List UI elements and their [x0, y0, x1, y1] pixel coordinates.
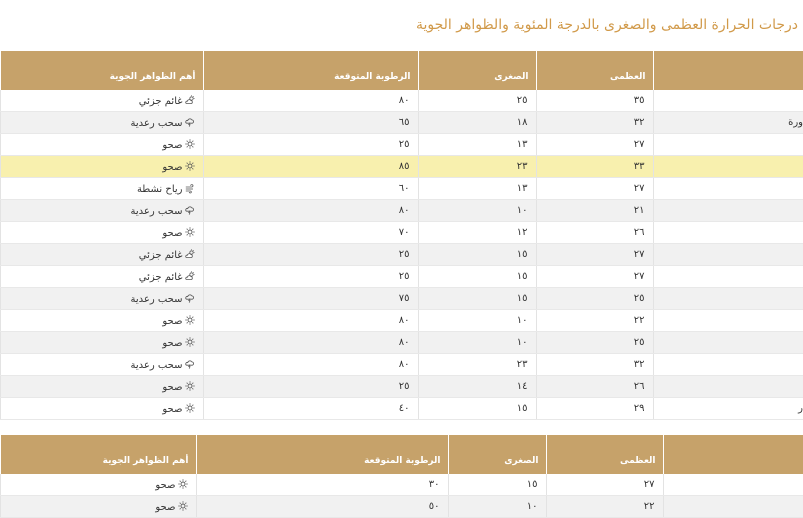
max-temp-cell: ٣٣	[536, 156, 653, 178]
header-phenomena: أهم الظواهر الجوية	[0, 435, 196, 474]
thunderstorm-icon	[183, 294, 195, 305]
min-temp-cell: ١٠	[448, 496, 546, 518]
humidity-cell: ٢٥	[203, 134, 418, 156]
min-temp-cell: ١٣	[418, 134, 536, 156]
min-temp-cell: ١٠	[418, 200, 536, 222]
min-temp-cell: ٢٥	[418, 90, 536, 112]
phenomenon-cell	[0, 112, 203, 134]
header-humidity: الرطوبة المتوقعة	[203, 51, 418, 90]
max-temp-cell: ٢٩	[536, 398, 653, 420]
max-temp-cell: ٢٧	[546, 474, 663, 496]
min-temp-cell: ١٥	[448, 474, 546, 496]
wind-icon	[183, 184, 195, 195]
city-cell: ورة	[653, 112, 803, 134]
weather-table-main	[0, 51, 803, 420]
sun-icon	[176, 480, 188, 491]
max-temp-cell: ٢٧	[536, 244, 653, 266]
humidity-cell: ٦٠	[203, 178, 418, 200]
table-row	[0, 398, 803, 420]
table-row	[0, 134, 803, 156]
table-row	[0, 354, 803, 376]
humidity-cell: ٢٥	[203, 266, 418, 288]
phenomenon-label: صحو	[155, 501, 176, 513]
phenomenon-label: رياح نشطة	[136, 183, 183, 195]
humidity-cell: ٨٠	[203, 354, 418, 376]
min-temp-cell: ٢٣	[418, 354, 536, 376]
phenomenon-cell	[0, 354, 203, 376]
phenomenon-cell	[0, 134, 203, 156]
sun-icon	[183, 162, 195, 173]
humidity-cell: ٨٠	[203, 200, 418, 222]
humidity-cell: ٨٠	[203, 310, 418, 332]
phenomenon-cell	[0, 474, 196, 496]
sun-icon	[183, 338, 195, 349]
city-cell	[653, 244, 803, 266]
table-row	[0, 332, 803, 354]
max-temp-cell: ٢٧	[536, 178, 653, 200]
phenomenon-cell	[0, 376, 203, 398]
city-cell	[653, 376, 803, 398]
humidity-cell: ٢٥	[203, 376, 418, 398]
header-min: الصغرى	[448, 435, 546, 474]
partly-cloudy-icon	[183, 96, 195, 107]
humidity-cell: ٨٠	[203, 332, 418, 354]
max-temp-cell: ٢٦	[536, 222, 653, 244]
max-temp-cell: ٣٢	[536, 112, 653, 134]
table-header-row	[0, 51, 803, 90]
thunderstorm-icon	[183, 360, 195, 371]
partly-cloudy-icon	[183, 272, 195, 283]
humidity-cell: ٢٥	[203, 244, 418, 266]
phenomenon-label: غائم جزئي	[138, 271, 183, 283]
header-city	[653, 51, 803, 90]
phenomenon-label: صحو	[162, 381, 183, 393]
min-temp-cell: ١٥	[418, 266, 536, 288]
table-row	[0, 376, 803, 398]
phenomenon-cell	[0, 156, 203, 178]
max-temp-cell: ٢٧	[536, 266, 653, 288]
table-row	[0, 222, 803, 244]
city-cell	[653, 178, 803, 200]
phenomenon-cell	[0, 200, 203, 222]
sun-icon	[183, 316, 195, 327]
table-row	[0, 496, 803, 518]
weather-table-secondary	[0, 435, 803, 518]
header-max: العظمى	[536, 51, 653, 90]
phenomenon-label: غائم جزئي	[138, 95, 183, 107]
page-title: درجات الحرارة العظمى والصغرى بالدرجة المئوية والظواهر الجوية	[415, 17, 798, 33]
phenomenon-label: سحب رعدية	[130, 205, 183, 217]
phenomenon-cell	[0, 222, 203, 244]
phenomenon-cell	[0, 332, 203, 354]
table-row	[0, 90, 803, 112]
city-cell	[653, 310, 803, 332]
phenomenon-cell	[0, 244, 203, 266]
city-cell	[653, 134, 803, 156]
partly-cloudy-icon	[183, 250, 195, 261]
humidity-cell: ٨٠	[203, 90, 418, 112]
city-cell	[653, 288, 803, 310]
min-temp-cell: ١٥	[418, 288, 536, 310]
table-header-row	[0, 435, 803, 474]
phenomenon-label: صحو	[162, 161, 183, 173]
phenomenon-cell	[0, 266, 203, 288]
city-cell	[663, 496, 803, 518]
thunderstorm-icon	[183, 206, 195, 217]
thunderstorm-icon	[183, 118, 195, 129]
sun-icon	[176, 502, 188, 513]
humidity-cell: ٣٠	[196, 474, 448, 496]
header-min: الصغرى	[418, 51, 536, 90]
phenomenon-label: صحو	[162, 403, 183, 415]
humidity-cell: ٧٠	[203, 222, 418, 244]
humidity-cell: ٦٥	[203, 112, 418, 134]
min-temp-cell: ١٥	[418, 398, 536, 420]
min-temp-cell: ١٠	[418, 332, 536, 354]
phenomenon-label: سحب رعدية	[130, 117, 183, 129]
phenomenon-label: صحو	[162, 227, 183, 239]
phenomenon-label: صحو	[162, 315, 183, 327]
table-row	[0, 200, 803, 222]
phenomenon-cell	[0, 398, 203, 420]
city-cell: ر	[653, 398, 803, 420]
phenomenon-label: صحو	[155, 479, 176, 491]
sun-icon	[183, 228, 195, 239]
max-temp-cell: ٢٢	[546, 496, 663, 518]
sun-icon	[183, 382, 195, 393]
max-temp-cell: ٢٥	[536, 332, 653, 354]
max-temp-cell: ٢٥	[536, 288, 653, 310]
header-humidity: الرطوبة المتوقعة	[196, 435, 448, 474]
min-temp-cell: ١٨	[418, 112, 536, 134]
max-temp-cell: ٢٦	[536, 376, 653, 398]
header-city	[663, 435, 803, 474]
min-temp-cell: ١٣	[418, 178, 536, 200]
min-temp-cell: ١٤	[418, 376, 536, 398]
phenomenon-label: سحب رعدية	[130, 359, 183, 371]
table-row	[0, 244, 803, 266]
phenomenon-cell	[0, 496, 196, 518]
header-max: العظمى	[546, 435, 663, 474]
city-cell	[653, 222, 803, 244]
humidity-cell: ٥٠	[196, 496, 448, 518]
min-temp-cell: ١٢	[418, 222, 536, 244]
table-row	[0, 474, 803, 496]
phenomenon-cell	[0, 90, 203, 112]
header-phenomena: أهم الظواهر الجوية	[0, 51, 203, 90]
city-cell	[653, 90, 803, 112]
phenomenon-label: سحب رعدية	[130, 293, 183, 305]
table-row	[0, 266, 803, 288]
sun-icon	[183, 140, 195, 151]
phenomenon-cell	[0, 178, 203, 200]
max-temp-cell: ٢١	[536, 200, 653, 222]
humidity-cell: ٤٠	[203, 398, 418, 420]
table-row	[0, 310, 803, 332]
min-temp-cell: ١٥	[418, 244, 536, 266]
city-cell	[653, 266, 803, 288]
humidity-cell: ٨٥	[203, 156, 418, 178]
city-cell	[653, 200, 803, 222]
max-temp-cell: ٢٢	[536, 310, 653, 332]
sun-icon	[183, 404, 195, 415]
table-row	[0, 112, 803, 134]
max-temp-cell: ٣٥	[536, 90, 653, 112]
table-row	[0, 178, 803, 200]
min-temp-cell: ١٠	[418, 310, 536, 332]
table-row	[0, 288, 803, 310]
city-cell	[653, 354, 803, 376]
city-cell	[663, 474, 803, 496]
city-cell	[653, 332, 803, 354]
city-cell	[653, 156, 803, 178]
table-row	[0, 156, 803, 178]
phenomenon-cell	[0, 288, 203, 310]
phenomenon-cell	[0, 310, 203, 332]
humidity-cell: ٧٥	[203, 288, 418, 310]
phenomenon-label: غائم جزئي	[138, 249, 183, 261]
min-temp-cell: ٢٣	[418, 156, 536, 178]
max-temp-cell: ٣٢	[536, 354, 653, 376]
phenomenon-label: صحو	[162, 139, 183, 151]
max-temp-cell: ٢٧	[536, 134, 653, 156]
phenomenon-label: صحو	[162, 337, 183, 349]
